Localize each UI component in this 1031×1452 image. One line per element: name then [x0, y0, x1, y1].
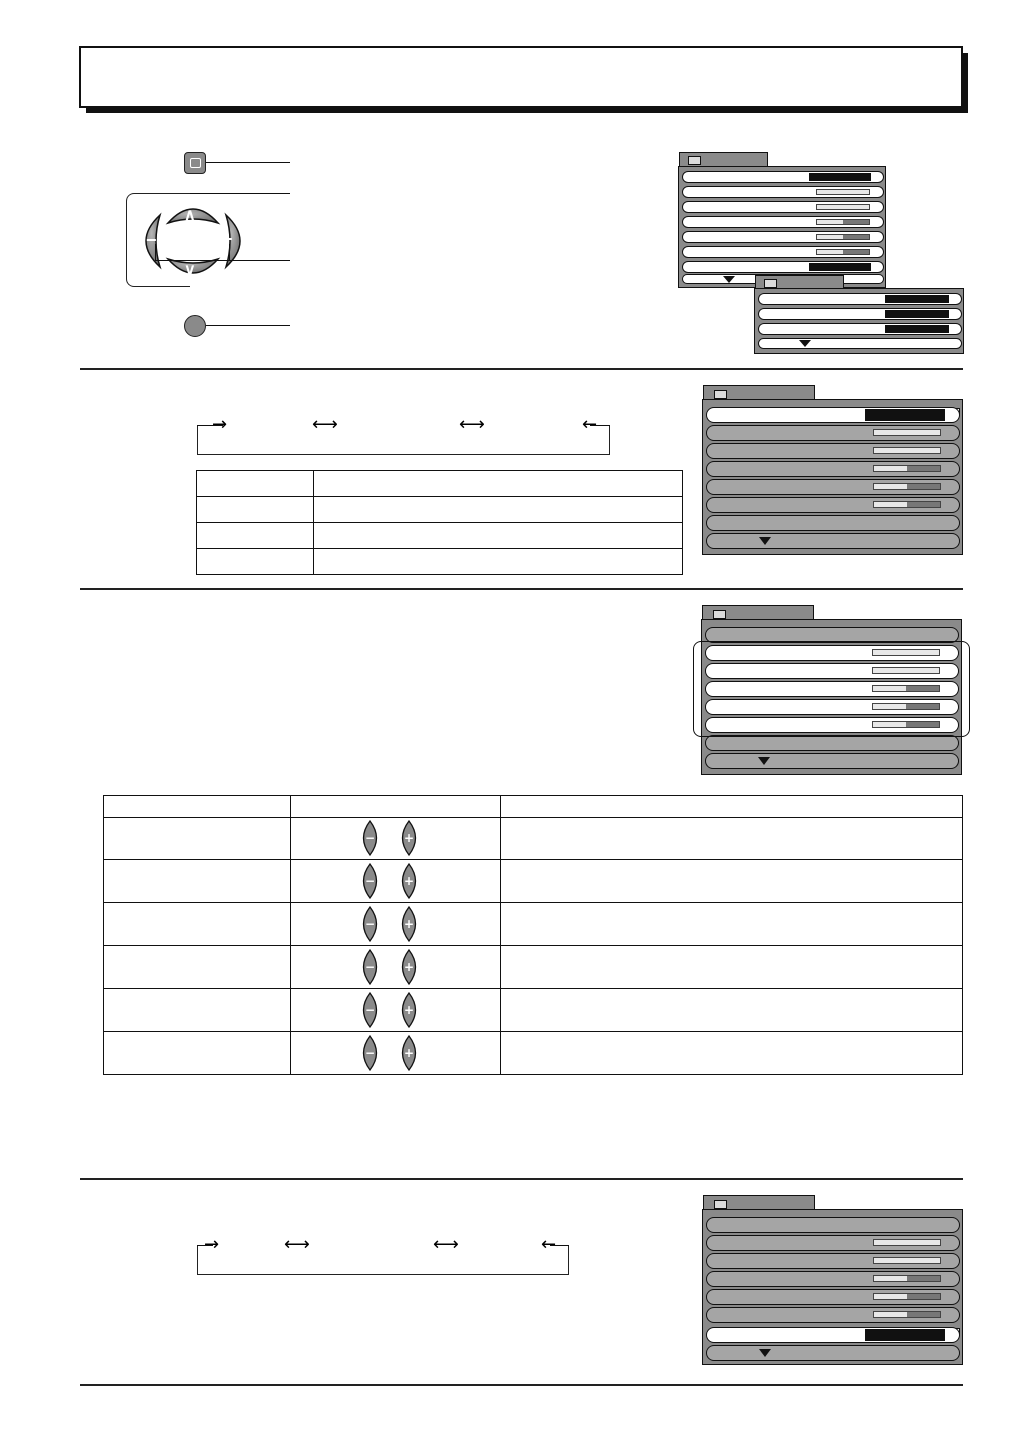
osd-e-row-1[interactable] [706, 1217, 960, 1233]
arrow-right-icon: → [212, 414, 228, 435]
minus-button-row-3 [359, 906, 381, 942]
table-cell [104, 989, 291, 1032]
divider-4 [80, 1384, 963, 1386]
table-cell [501, 903, 963, 946]
table-header-cell [291, 796, 501, 818]
osd-selection-highlight [693, 641, 970, 737]
plus-icon: + [403, 1003, 415, 1017]
minus-button-row-2 [359, 863, 381, 899]
table-cell [104, 1032, 291, 1075]
osd-a-frame [678, 166, 886, 288]
plus-icon: + [403, 831, 415, 845]
table-cell [104, 903, 291, 946]
page-title-box [79, 46, 963, 108]
osd-c-row-2[interactable] [706, 425, 960, 441]
table-cell [104, 818, 291, 860]
osd-indicators [931, 401, 961, 406]
table-cell [197, 549, 314, 575]
table-cell [314, 523, 683, 549]
callout-line-menu [206, 162, 290, 163]
divider-1 [80, 368, 963, 370]
osd-e-row-6[interactable] [706, 1307, 960, 1323]
plus-icon: + [222, 229, 233, 249]
plus-button-row-2 [398, 863, 420, 899]
plus-button-row-1 [398, 820, 420, 856]
osd-b-frame [754, 288, 964, 354]
osd-e-row-scroll[interactable] [706, 1345, 960, 1361]
arrow-right-icon: → [204, 1234, 220, 1255]
callout-line-up [190, 193, 290, 194]
callout-line-minus-v [155, 244, 156, 260]
osd-b-row-3[interactable] [758, 323, 962, 335]
osd-b-row-scroll[interactable] [758, 338, 962, 349]
callout-line-return [206, 325, 290, 326]
table-cell [314, 549, 683, 575]
osd-a-row-6[interactable] [682, 246, 884, 258]
tv-icon [713, 610, 726, 619]
double-arrow-icon: ⟷ [312, 414, 338, 435]
table-cell [501, 860, 963, 903]
double-arrow-icon: ⟷ [284, 1234, 310, 1255]
chevron-down-icon: ∨ [184, 262, 196, 279]
osd-a-row-4[interactable] [682, 216, 884, 228]
osd-e-row-5[interactable] [706, 1289, 960, 1305]
osd-e-row-7[interactable] [706, 1327, 960, 1343]
osd-e-row-3[interactable] [706, 1253, 960, 1269]
osd-d-row-7[interactable] [705, 735, 959, 751]
osd-c-row-6[interactable] [706, 497, 960, 513]
table-cell [501, 946, 963, 989]
plus-button-row-3 [398, 906, 420, 942]
plus-icon: + [403, 917, 415, 931]
cycle-diagram-2 [197, 1245, 569, 1275]
tv-icon [714, 1200, 727, 1209]
osd-b-row-1[interactable] [758, 293, 962, 305]
cycle-diagram-1 [197, 425, 610, 455]
table-cell [291, 903, 501, 946]
table-cell [501, 818, 963, 860]
table-cell [291, 946, 501, 989]
osd-a-row-3[interactable] [682, 201, 884, 213]
table-cell [291, 860, 501, 903]
table-cell [291, 818, 501, 860]
plus-icon: + [403, 874, 415, 888]
table-cell [197, 471, 314, 497]
osd-a-tab [679, 152, 768, 167]
double-arrow-icon: ⟷ [459, 414, 485, 435]
osd-b-row-2[interactable] [758, 308, 962, 320]
minus-icon: − [364, 831, 376, 845]
table-cell [104, 946, 291, 989]
scroll-down-triangle-icon [723, 276, 735, 283]
adjustment-table [103, 795, 963, 1075]
table-cell [104, 860, 291, 903]
arrow-left-icon: ← [541, 1234, 557, 1255]
osd-a-row-5[interactable] [682, 231, 884, 243]
tv-icon [714, 390, 727, 399]
osd-c-row-5[interactable] [706, 479, 960, 495]
osd-a-row-7[interactable] [682, 261, 884, 273]
tv-menu-button[interactable] [184, 152, 206, 174]
table-cell [197, 497, 314, 523]
table-cell [291, 989, 501, 1032]
osd-e-row-2[interactable] [706, 1235, 960, 1251]
osd-c-row-3[interactable] [706, 443, 960, 459]
minus-icon: − [364, 960, 376, 974]
table-header-cell [501, 796, 963, 818]
table-header-cell [104, 796, 291, 818]
osd-d-row-scroll[interactable] [705, 753, 959, 769]
table-cell [314, 471, 683, 497]
scroll-down-triangle-icon [758, 757, 770, 765]
osd-c-row-4[interactable] [706, 461, 960, 477]
osd-c-frame [702, 399, 963, 555]
osd-c-row-scroll[interactable] [706, 533, 960, 549]
minus-icon: − [364, 1046, 376, 1060]
plus-icon: + [403, 1046, 415, 1060]
table-cell [501, 1032, 963, 1075]
plus-button-row-4 [398, 949, 420, 985]
osd-c-row-7[interactable] [706, 515, 960, 531]
osd-indicators [931, 1321, 961, 1326]
osd-e-frame [702, 1209, 963, 1365]
callout-line-plus-v [229, 244, 230, 260]
scroll-down-triangle-icon [759, 537, 771, 545]
osd-a-row-2[interactable] [682, 186, 884, 198]
plus-button-row-5 [398, 992, 420, 1028]
double-arrow-icon: ⟷ [433, 1234, 459, 1255]
arrow-left-icon: ← [582, 414, 598, 435]
callout-line-minus [155, 260, 290, 261]
plus-icon: + [403, 960, 415, 974]
table-cell [291, 1032, 501, 1075]
minus-icon: − [146, 230, 157, 250]
minus-icon: − [364, 1003, 376, 1017]
divider-2 [80, 588, 963, 590]
minus-button-row-1 [359, 820, 381, 856]
osd-c-row-1[interactable] [706, 407, 960, 423]
minus-icon: − [364, 917, 376, 931]
osd-e-row-4[interactable] [706, 1271, 960, 1287]
return-button[interactable] [184, 315, 206, 337]
minus-button-row-6 [359, 1035, 381, 1071]
minus-button-row-4 [359, 949, 381, 985]
divider-3 [80, 1178, 963, 1180]
tv-icon [688, 156, 701, 165]
scroll-down-triangle-icon [799, 340, 811, 347]
table-cell [314, 497, 683, 523]
osd-a-row-1[interactable] [682, 171, 884, 183]
minus-button-row-5 [359, 992, 381, 1028]
plus-button-row-6 [398, 1035, 420, 1071]
minus-icon: − [364, 874, 376, 888]
scroll-down-triangle-icon [759, 1349, 771, 1357]
tv-icon [764, 279, 777, 288]
mode-table [196, 470, 683, 575]
table-cell [197, 523, 314, 549]
table-cell [501, 989, 963, 1032]
chevron-up-icon: ∧ [184, 207, 196, 224]
